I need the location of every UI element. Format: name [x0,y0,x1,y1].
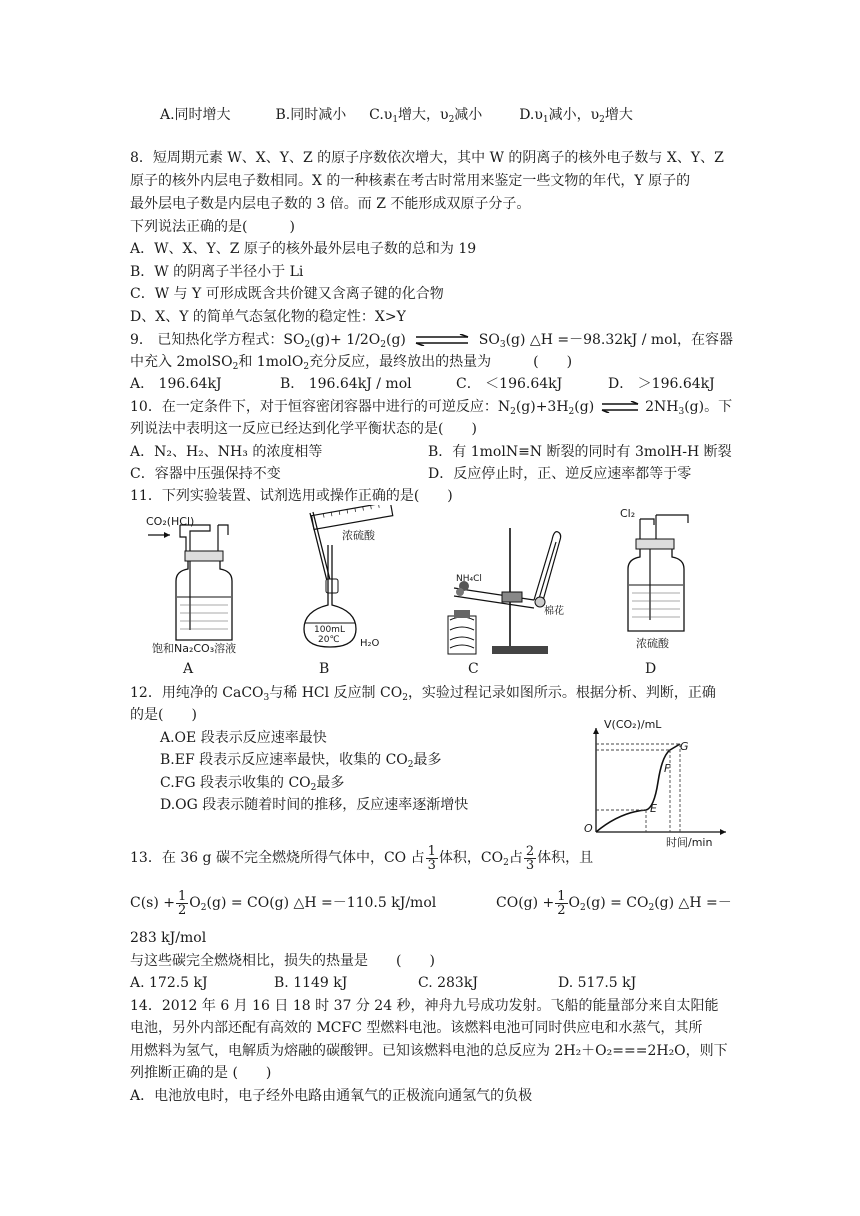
q12-line-2: 的是( ) [130,707,197,723]
q13-equation-2: CO(g) + $\frac{1}{2}$ $O_2(g) = CO_2(g)$ △H =－ [496,888,732,918]
q8-option-a: A．W、X、Y、Z 原子的核外最外层电子数的总和为 19 [130,241,477,257]
q9-option-c: C． ＜196.64kJ [456,376,563,392]
q13-option-a: A. 172.5 kJ [130,975,208,991]
graph-y-axis-label: V(CO₂)/mL [604,718,662,731]
equilibrium-arrow-icon [600,401,640,413]
figure-a-reagent-label: 饱和Na₂CO₃溶液 [152,642,237,655]
figure-b-flask-temp: 20℃ [318,635,340,645]
q8-option-b: B．W 的阴离子半径小于 Li [130,264,304,280]
q14-option-a: A．电池放电时，电子经外电路由通氧气的正极流向通氢气的负极 [130,1088,533,1104]
figure-a-gas-label: CO₂(HCl) [146,515,195,528]
q12-option-c: C.FG 段表示收集的 $CO_2$最多 [160,775,345,793]
q13-option-c: C. 283kJ [418,975,478,991]
q14-line-1: 14．2012 年 6 月 16 日 18 时 37 分 24 秒，神舟九号成功发射。飞船的能量部分来自太阳能 [130,998,719,1014]
q13-line-1: 13．在 36 g 碳不完全燃烧所得气体中，CO 占 $\frac{1}{3}$ 体积，$CO_2$占 $\frac{2}{3}$ 体积，且 [130,843,594,873]
fraction-one-third: $\frac{1}{3}$ [427,843,436,873]
graph-point-e: E [650,802,657,815]
q7-option-c: $C.\upsilon_1$增大，$\upsilon_2$减小 [369,107,483,125]
q13-line-3: 283 kJ/mol [130,930,207,946]
q8-line-2: 原子的核外内层电子数相同。X 的一种核素在考古时常用来鉴定一些文物的年代，Y 原子的 [130,173,691,189]
q10-line-1: 10．在一定条件下，对于恒容密闭容器中进行的可逆反应：$N_2(g)+3H_2(g)$ $2NH_3(g)$。下 [130,399,733,417]
q13-equation-1: C(s) + $\frac{1}{2}$ $O_2(g) = CO(g)$ △H =－110.5 kJ/mol [130,888,437,918]
fraction-two-thirds: $\frac{2}{3}$ [525,843,535,873]
q14-line-2: 电池，另外内部还配有高效的 MCFC 型燃料电池。该燃料电池可同时供应电和水蒸气，其所 [130,1020,703,1036]
q12-option-b: B.EF 段表示反应速率最快，收集的 $CO_2$最多 [160,752,442,770]
figure-b-acid-label: 浓硫酸 [342,529,375,542]
figure-d-gas-label: Cl₂ [620,507,636,520]
q8-prompt: 下列说法正确的是( ) [130,219,295,235]
q14-line-3: 用燃料为氢气，电解质为熔融的碳酸钾。已知该燃料电池的总反应为 2H₂＋O₂===2H₂O，则下 [130,1043,728,1059]
q8-option-d: D、X、Y 的简单气态氢化物的稳定性：X>Y [130,309,406,325]
graph-point-g: G [680,740,689,753]
q7-options [160,105,633,130]
figure-d-reagent-label: 浓硫酸 [636,637,669,650]
q7-option-b: B.同时减小 [275,107,347,123]
q10-option-d: D．反应停止时，正、逆反应速率都等于零 [428,466,692,482]
figure-b-water-label: H₂O [360,638,380,649]
q11-stem: 11．下列实验装置、试剂选用或操作正确的是( ) [130,488,453,504]
fraction-half: $\frac{1}{2}$ [178,888,187,918]
q8-option-c: C．W 与 Y 可形成既含共价键又含离子键的化合物 [130,286,444,302]
q9-option-d: D． ＞196.64kJ [608,376,715,392]
q10-option-a: A．N₂、H₂、NH₃ 的浓度相等 [130,444,323,460]
figure-d-letter: D [645,661,657,677]
q12-option-a: A.OE 段表示反应速率最快 [160,730,327,746]
figure-b-flask-volume: 100mL [314,625,345,635]
q13-prompt: 与这些碳完全燃烧相比，损失的热量是 ( ) [130,953,435,969]
q12-volume-time-graph [580,718,730,849]
figure-c-heating-apparatus [440,520,590,660]
q8-line-1: 8．短周期元素 W、X、Y、Z 的原子序数依次增大，其中 W 的阴离子的核外电子数与 X、Y、Z [130,150,724,166]
q14-prompt: 列推断正确的是 ( ) [130,1065,272,1081]
q12-option-d: D.OG 段表示随着时间的推移，反应速率逐渐增快 [160,797,469,813]
q7-option-d: $D.\upsilon_1$减小，$\upsilon_2$增大 [519,107,633,125]
graph-point-f: F [664,762,671,775]
q10-line-2: 列说法中表明这一反应已经达到化学平衡状态的是( ) [130,421,477,437]
q9-option-a: A． 196.64kJ [130,376,222,392]
figure-d-washing-bottle [610,505,720,655]
q13-option-b: B. 1149 kJ [274,975,348,991]
q9-line-1: 9． 已知热化学方程式：$SO_2(g)+ 1/2O_2(g)$ $SO_3(g)$ △H =－98.32kJ / mol，在容器 [130,332,734,350]
q10-option-b: B．有 1molN≡N 断裂的同时有 3molH-H 断裂 [428,444,732,460]
figure-c-letter: C [468,661,479,677]
q13-options [130,973,636,993]
fraction-half: $\frac{1}{2}$ [557,888,566,918]
figure-c-cotton-label: 棉花 [544,606,564,617]
q9-line-2: 中充入 2molSO$_2$和 1molO$_2$充分反应，最终放出的热量为 ( ) [130,354,573,372]
q13-option-d: D. 517.5 kJ [558,975,637,991]
graph-x-axis-label: 时间/min [666,836,713,849]
figure-a-washing-bottle [140,515,250,655]
q8-line-3: 最外层电子数是内层电子数的 3 倍。而 Z 不能形成双原子分子。 [130,196,531,212]
figure-c-salt-label: NH₄Cl [456,574,482,584]
figure-b-volumetric-flask [290,505,410,655]
q7-option-a: A.同时增大 [160,107,231,123]
q9-option-b: B． 196.64kJ / mol [280,376,412,392]
figure-b-letter: B [319,661,330,677]
q9-options [130,374,715,394]
equilibrium-arrow-icon [414,334,470,346]
figure-a-letter: A [183,661,194,677]
graph-point-o: O [584,822,593,835]
q10-option-c: C．容器中压强保持不变 [130,466,281,482]
q12-line-1: 12．用纯净的 CaCO$_3$与稀 HCl 反应制 $CO_2$，实验过程记录如图所示。根据分析、判断，正确 [130,685,716,703]
